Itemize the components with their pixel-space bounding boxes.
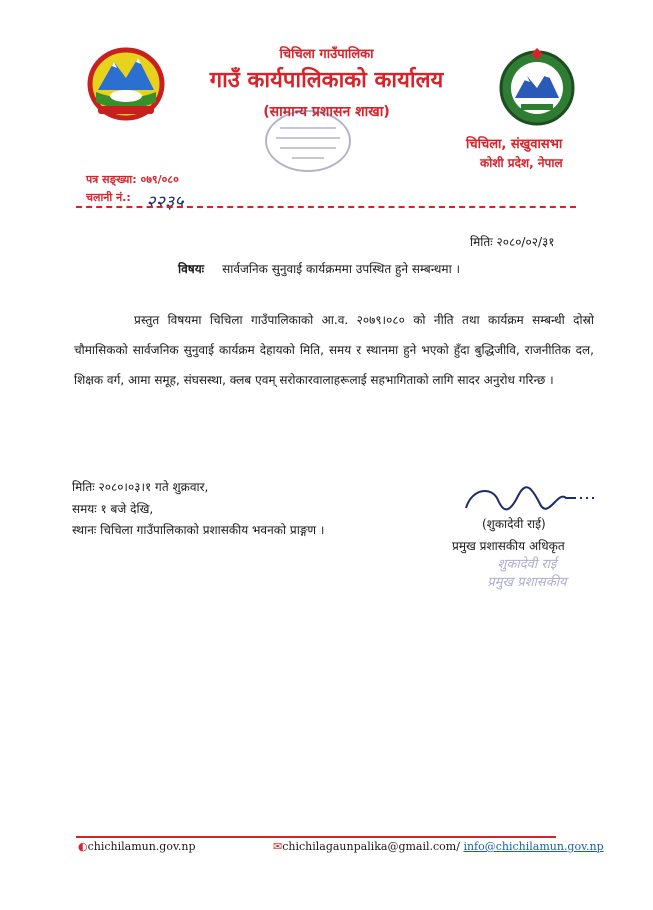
subject-text: सार्वजनिक सुनुवाई कार्यक्रममा उपस्थित हुने सम्बन्धमा । (222, 262, 461, 276)
address-line-2: कोशी प्रदेश, नेपाल (480, 156, 563, 170)
name-stamp (462, 556, 592, 592)
signatory-name: (शुकादेवी राई) (482, 517, 546, 531)
letter-date: मितिः २०८०/०२/३१ (470, 235, 555, 249)
stamp-name: शुकादेवी राई (497, 557, 557, 572)
subject-line (178, 260, 460, 277)
signature-icon (462, 482, 602, 518)
office-stamp-icon (262, 108, 354, 174)
stamp-title: प्रमुख प्रशासकीय (487, 575, 567, 590)
globe-icon: ◐ (78, 840, 88, 853)
chalani-label: चलानी नं.: (86, 191, 131, 204)
footer-email[interactable]: ✉chichilagaunpalika@gmail.com/ info@chichilamun.gov.np (273, 840, 604, 853)
footer-info-email[interactable]: info@chichilamun.gov.np (463, 840, 604, 853)
branch-name: (सामान्य प्रशासन शाखा) (263, 104, 390, 120)
chalani-number: २२३५ (146, 192, 184, 213)
event-date: मितिः २०८०।०३।१ गते शुक्रवार, (72, 480, 209, 494)
footer-website[interactable]: ◐chichilamun.gov.np (78, 840, 196, 853)
envelope-icon: ✉ (273, 840, 283, 853)
letter-body: प्रस्तुत विषयमा चिचिला गाउँपालिकाको आ.व. २०७९।०८० को नीति तथा कार्यक्रम सम्बन्धी दोस्रो चौमासिकको सार्वजनिक सुनुवाई कार्यक्रम देहायको मिति, समय र स्थानमा हुने भएको हुँदा बुद्धिजीवि, राजनीतिक दल, शिक्षक वर्ग, आमा समूह, संघसस्था, क्लब एवम् सरोकारवालाहरूलाई सहभागिताको लागि सादर अनुरोध गरिन्छ । (74, 313, 594, 387)
signatory-title: प्रमुख प्रशासकीय अधिकृत (452, 539, 565, 553)
event-time: समयः १ बजे देखि, (72, 502, 154, 516)
subject-label: विषयः (178, 262, 205, 276)
address-line-1: चिचिला, संखुवासभा (466, 137, 563, 152)
office-title: गाउँ कार्यपालिकाको कार्यालय (209, 68, 444, 93)
municipality-name: चिचिला गाउँपालिका (279, 47, 374, 62)
patra-sankhya: पत्र सङ्ख्या: ०७९/०८० (86, 173, 179, 186)
header-divider (76, 206, 576, 208)
event-place: स्थानः चिचिला गाउँपालिकाको प्रशासकीय भवनको प्राङ्गण । (72, 523, 325, 537)
footer-divider (76, 836, 556, 838)
